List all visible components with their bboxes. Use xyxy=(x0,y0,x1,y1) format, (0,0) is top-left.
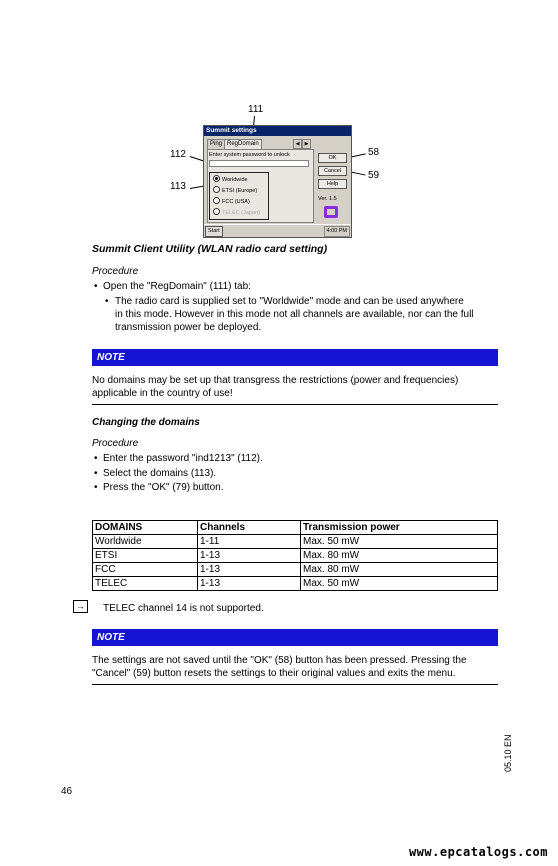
subsection-heading: Changing the domains xyxy=(92,417,200,428)
note-banner: NOTE xyxy=(92,629,498,646)
column-header: Channels xyxy=(198,521,301,535)
summit-settings-window xyxy=(203,125,352,238)
sub-bullet-line-1: The radio card is supplied set to "Worldwide" mode and can be used anywhere xyxy=(115,296,464,307)
domains-table xyxy=(92,520,498,591)
note-text-line-2: "Cancel" (59) button resets the settings to their original values and exits the menu. xyxy=(92,668,456,679)
radio-fcc[interactable] xyxy=(213,197,250,205)
table-cell: Max. 80 mW xyxy=(301,563,498,577)
step-enter-password: Enter the password "ind1213" (112). xyxy=(103,453,263,464)
callout-112: 112 xyxy=(170,149,186,160)
radio-telec[interactable] xyxy=(213,208,260,216)
table-cell: 1-13 xyxy=(198,577,301,591)
tab-scroll-left-icon[interactable]: ◀ xyxy=(293,139,302,149)
table-cell: TELEC xyxy=(93,577,198,591)
table-cell: Max. 80 mW xyxy=(301,549,498,563)
table-cell: 1-11 xyxy=(198,535,301,549)
sub-bullet-line-3: transmission power be deployed. xyxy=(115,322,262,333)
column-header: DOMAINS xyxy=(93,521,198,535)
table-cell: FCC xyxy=(93,563,198,577)
taskbar xyxy=(204,224,351,237)
bullet-dot-icon: • xyxy=(94,281,98,292)
tab-scroll-right-icon[interactable]: ▶ xyxy=(302,139,311,149)
telec-note: TELEC channel 14 is not supported. xyxy=(103,603,264,614)
help-button[interactable]: Help xyxy=(318,179,347,189)
step-select-domain: Select the domains (113). xyxy=(103,468,217,479)
callout-59: 59 xyxy=(368,170,380,181)
radio-label: TELEC (Japan) xyxy=(222,210,260,216)
table-cell: ETSI xyxy=(93,549,198,563)
password-field[interactable] xyxy=(209,160,309,167)
radio-etsi[interactable] xyxy=(213,186,257,194)
callout-58: 58 xyxy=(368,147,380,158)
bullet-dot-icon: • xyxy=(94,453,98,464)
cancel-button[interactable]: Cancel xyxy=(318,166,347,176)
table-row xyxy=(93,535,498,549)
table-cell: Max. 50 mW xyxy=(301,577,498,591)
watermark: www.epcatalogs.com xyxy=(408,845,548,859)
version-label: Ver. 1.5 xyxy=(318,196,337,202)
radio-label: FCC (USA) xyxy=(222,199,250,205)
bullet-dot-icon: • xyxy=(94,482,98,493)
table-row xyxy=(93,563,498,577)
column-header: Transmission power xyxy=(301,521,498,535)
table-cell: Worldwide xyxy=(93,535,198,549)
bullet-dot-icon: • xyxy=(94,468,98,479)
domain-radio-group xyxy=(209,172,269,220)
page-number: 46 xyxy=(61,786,73,797)
tab-regdomain[interactable]: RegDomain xyxy=(224,139,262,149)
divider xyxy=(92,684,498,685)
note-text-line-1: The settings are not saved until the "OK" (58) button has been pressed. Pressing the xyxy=(92,655,467,666)
note-banner: NOTE xyxy=(92,349,498,366)
arrow-right-icon: → xyxy=(73,600,88,613)
table-header-row xyxy=(93,521,498,535)
step-press-ok: Press the "OK" (79) button. xyxy=(103,482,224,493)
radio-label: ETSI (Europe) xyxy=(222,188,258,194)
divider xyxy=(92,404,498,405)
taskbar-clock: 4:00 PM xyxy=(324,226,350,237)
summit-logo-icon xyxy=(324,206,338,218)
radio-worldwide[interactable] xyxy=(213,175,248,183)
step-open-tab: Open the "RegDomain" (111) tab: xyxy=(103,281,251,292)
sub-bullet-line-2: in this mode. However in this mode not all channels are available, nor can the full xyxy=(115,309,474,320)
note-text-line-1: No domains may be set up that transgress the restrictions (power and frequencies) xyxy=(92,375,459,386)
bullet-dot-icon: • xyxy=(105,296,109,307)
procedure-label: Procedure xyxy=(92,266,139,277)
start-button[interactable]: Start xyxy=(205,226,223,237)
window-title: Summit settings xyxy=(204,126,351,136)
radio-label: Worldwide xyxy=(222,177,248,183)
radio-empty-icon xyxy=(213,208,220,215)
radio-selected-icon xyxy=(213,175,220,182)
table-cell: 1-13 xyxy=(198,563,301,577)
password-label: Enter system password to unlock xyxy=(209,152,290,158)
callout-113: 113 xyxy=(170,181,186,192)
radio-empty-icon xyxy=(213,197,220,204)
table-row xyxy=(93,577,498,591)
section-heading: Summit Client Utility (WLAN radio card setting) xyxy=(92,243,328,255)
tab-ping[interactable]: Ping xyxy=(207,139,225,149)
table-cell: 1-13 xyxy=(198,549,301,563)
table-row xyxy=(93,549,498,563)
note-text-line-2: applicable in the country of use! xyxy=(92,388,233,399)
procedure-label: Procedure xyxy=(92,438,139,449)
ok-button[interactable]: OK xyxy=(318,153,347,163)
table-cell: Max. 50 mW xyxy=(301,535,498,549)
document-code: 05.10 EN xyxy=(503,734,513,772)
callout-111: 111 xyxy=(248,104,264,115)
radio-empty-icon xyxy=(213,186,220,193)
